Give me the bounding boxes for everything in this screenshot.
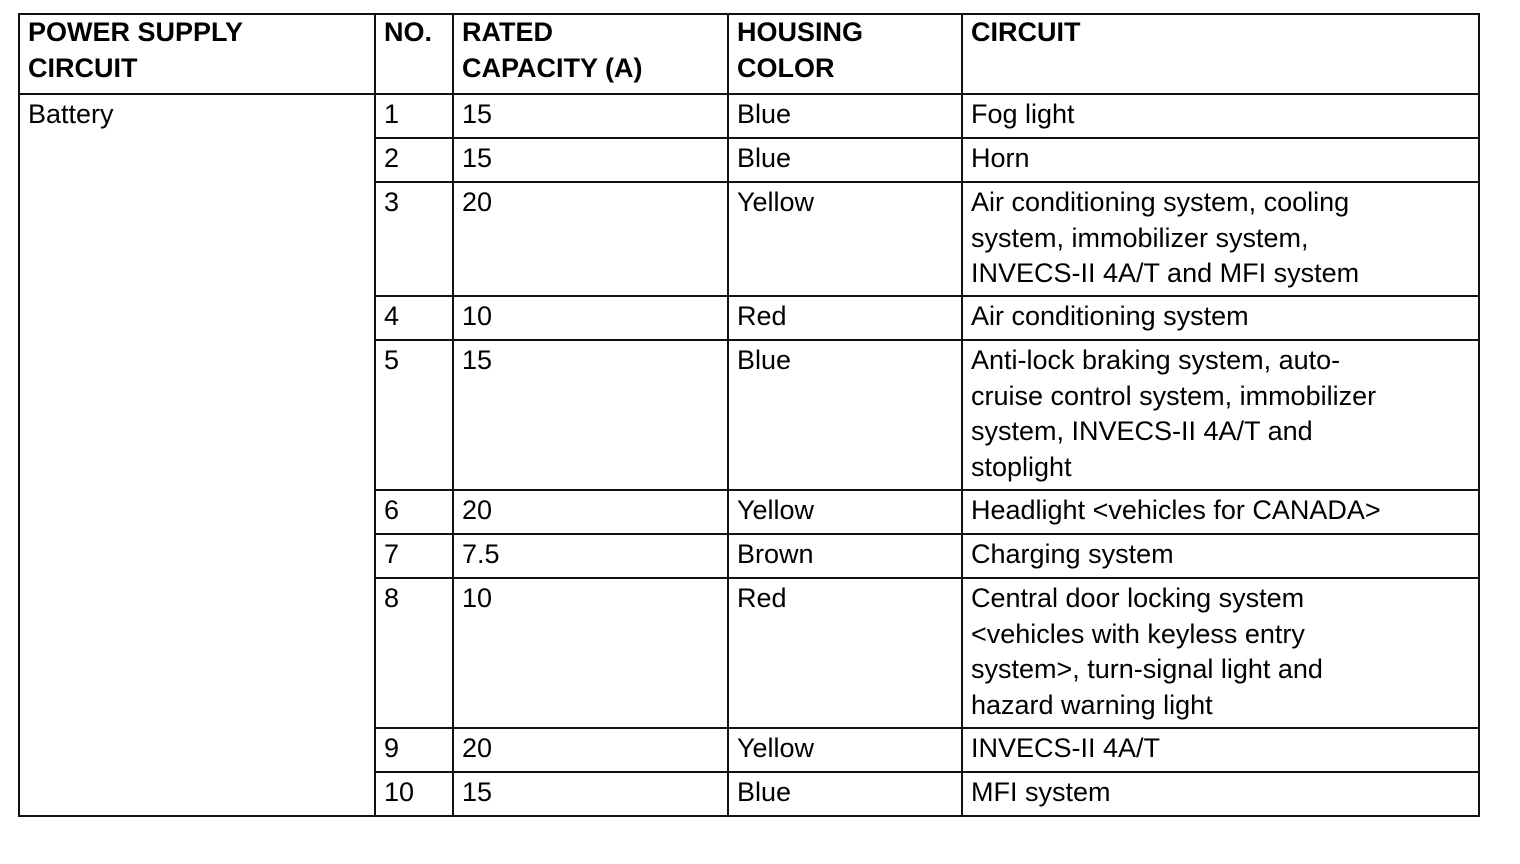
housing-color: Yellow (728, 490, 962, 534)
housing-color: Yellow (728, 182, 962, 296)
housing-color: Brown (728, 534, 962, 578)
circuit-line: cruise control system, immobilizer (971, 380, 1377, 411)
rated-capacity: 20 (453, 182, 728, 296)
fuse-number: 5 (375, 340, 453, 490)
circuit-description: Horn (962, 138, 1479, 182)
fuse-number: 9 (375, 728, 453, 772)
circuit-line: hazard warning light (971, 689, 1213, 720)
circuit-description (962, 340, 1479, 490)
circuit-line: INVECS-II 4A/T and MFI system (971, 258, 1360, 288)
header-power-supply-circuit: POWER SUPPLY CIRCUIT (19, 14, 375, 94)
housing-color: Red (728, 296, 962, 340)
circuit-line: Central door locking system (971, 583, 1305, 613)
header-no: NO. (375, 14, 453, 94)
fuse-table (18, 13, 1480, 817)
fuse-number: 8 (375, 578, 453, 728)
fuse-number: 7 (375, 534, 453, 578)
circuit-description: Air conditioning system (962, 296, 1479, 340)
rated-capacity: 7.5 (453, 534, 728, 578)
rated-capacity: 15 (453, 340, 728, 490)
circuit-line: stoplight (971, 451, 1072, 482)
table-row (19, 94, 1479, 138)
circuit-description: MFI system (962, 772, 1479, 816)
header-rated-capacity: RATED CAPACITY (A) (453, 14, 728, 94)
rated-capacity: 15 (453, 772, 728, 816)
header-row (19, 14, 1479, 94)
fuse-number: 10 (375, 772, 453, 816)
housing-color: Blue (728, 138, 962, 182)
housing-color: Yellow (728, 728, 962, 772)
circuit-line: <vehicles with keyless entry (971, 618, 1305, 649)
fuse-number: 3 (375, 182, 453, 296)
fuse-number: 6 (375, 490, 453, 534)
circuit-description: Headlight <vehicles for CANADA> (962, 490, 1479, 534)
circuit-description: INVECS-II 4A/T (962, 728, 1479, 772)
housing-color: Blue (728, 772, 962, 816)
circuit-description (962, 182, 1479, 296)
rated-capacity: 10 (453, 296, 728, 340)
housing-color: Blue (728, 340, 962, 490)
housing-color: Blue (728, 94, 962, 138)
header-circuit: CIRCUIT (962, 14, 1479, 94)
circuit-line: Air conditioning system, cooling (971, 187, 1350, 217)
fuse-number: 2 (375, 138, 453, 182)
rated-capacity: 20 (453, 490, 728, 534)
rated-capacity: 10 (453, 578, 728, 728)
circuit-description: Fog light (962, 94, 1479, 138)
rated-capacity: 15 (453, 138, 728, 182)
circuit-description: Charging system (962, 534, 1479, 578)
housing-color: Red (728, 578, 962, 728)
circuit-line: Anti-lock braking system, auto- (971, 345, 1341, 375)
rated-capacity: 20 (453, 728, 728, 772)
circuit-line: system>, turn-signal light and (971, 654, 1323, 684)
circuit-line: system, immobilizer system, (971, 222, 1309, 253)
header-housing-color: HOUSING COLOR (728, 14, 962, 94)
fuse-number: 4 (375, 296, 453, 340)
circuit-description (962, 578, 1479, 728)
circuit-line: system, INVECS-II 4A/T and (971, 416, 1313, 446)
fuse-number: 1 (375, 94, 453, 138)
power-supply-cell: Battery (19, 94, 375, 816)
rated-capacity: 15 (453, 94, 728, 138)
